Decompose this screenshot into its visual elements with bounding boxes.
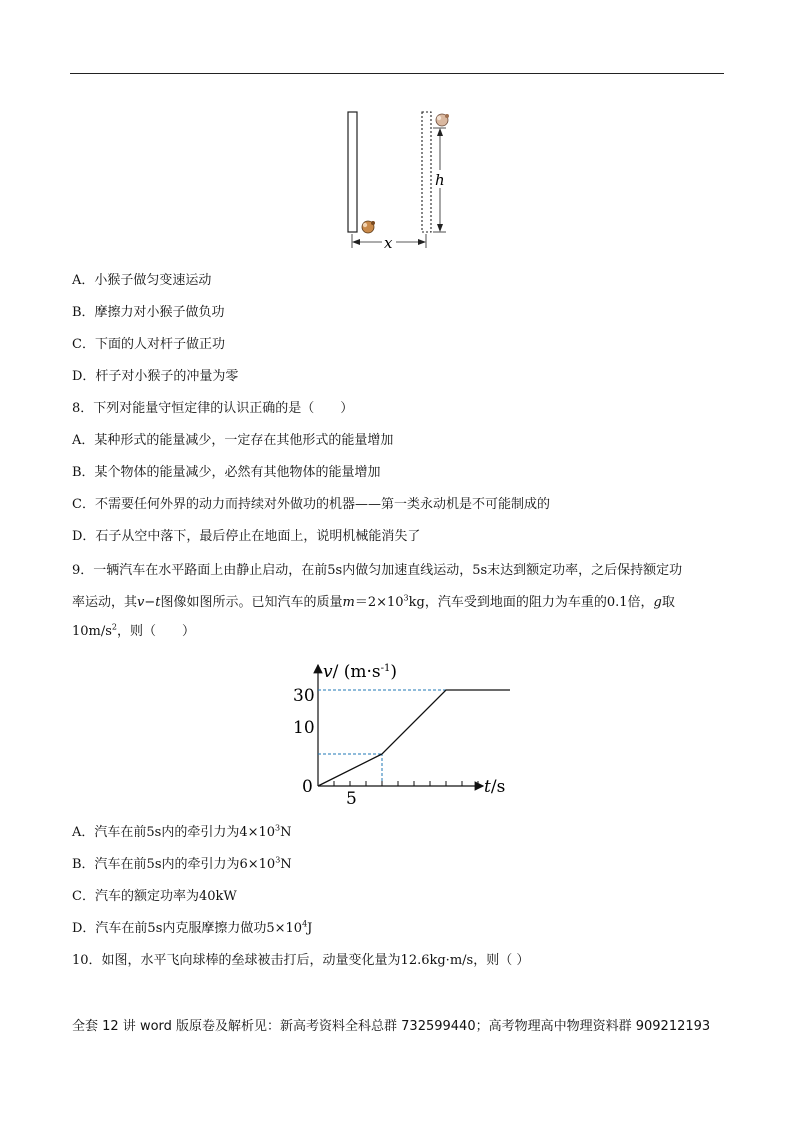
monkey-bottom-icon [362, 221, 375, 233]
q7-option-c: C．下面的人对杆子做正功 [72, 337, 225, 352]
q9-option-c: C．汽车的额定功率为40kW [72, 889, 237, 904]
q8-option-d: D．石子从空中落下，最后停止在地面上，说明机械能消失了 [72, 529, 421, 544]
q9-option-b: B．汽车在前5s内的牵引力为$6\times 10^3N$ [72, 855, 292, 872]
footer-text: 全套 12 讲 word 版原卷及解析见：新高考资料全科总群 732599440；高考物理高中物理资料群 909212193 [72, 1019, 711, 1034]
q10-stem: 10．如图，水平飞向球棒的垒球被击打后，动量变化量为12.6kg·m/s，则（ ） [72, 953, 530, 968]
monkey-pole-figure [340, 106, 480, 256]
header-rule [70, 73, 724, 74]
origin-label: 0 [302, 777, 313, 797]
q9-option-a: A．汽车在前5s内的牵引力为$4\times 10^3N$ [72, 823, 292, 840]
y-tick-label-10: 10 [293, 718, 315, 738]
label-h: h [435, 171, 445, 189]
q7-option-a: A．小猴子做匀变速运动 [72, 273, 212, 288]
left-pole [348, 112, 357, 232]
q9-stem-line2: 率运动，其v−t图像如图所示。已知汽车的质量$m=2\times 10^3kg$，汽车受到地面的阻力为车重的0.1倍，g取 [72, 593, 675, 610]
q9-option-d: D．汽车在前5s内克服摩擦力做功$5\times 10^4J$ [72, 919, 313, 936]
q8-option-a: A．某种形式的能量减少，一定存在其他形式的能量增加 [72, 433, 394, 448]
vt-chart [288, 655, 518, 810]
q8-option-c: C．不需要任何外界的动力而持续对外做功的机器——第一类永动机是不可能制成的 [72, 497, 550, 512]
q8-stem: 8．下列对能量守恒定律的认识正确的是（ ） [72, 401, 354, 416]
q8-option-b: B．某个物体的能量减少，必然有其他物体的能量增加 [72, 465, 381, 480]
q9-stem-line1: 9．一辆汽车在水平路面上由静止启动，在前5s内做匀加速直线运动，5s末达到额定功率，之后保持额定功 [72, 563, 683, 578]
q9-stem-line3: $10m/s^2$，则（ ） [72, 622, 196, 639]
q7-option-d: D．杆子对小猴子的冲量为零 [72, 369, 239, 384]
monkey-top-icon [436, 114, 449, 126]
label-x: x [384, 234, 393, 252]
vt-series-line [318, 690, 510, 786]
y-axis-label: v/ $(m\cdot s^{-1})$ [323, 662, 398, 682]
right-pole-dotted [422, 112, 431, 232]
x-axis-label: t/s [484, 777, 506, 797]
q7-option-b: B．摩擦力对小猴子做负功 [72, 305, 225, 320]
x-tick-label-5: 5 [346, 789, 357, 809]
y-tick-label-30: 30 [293, 686, 315, 706]
